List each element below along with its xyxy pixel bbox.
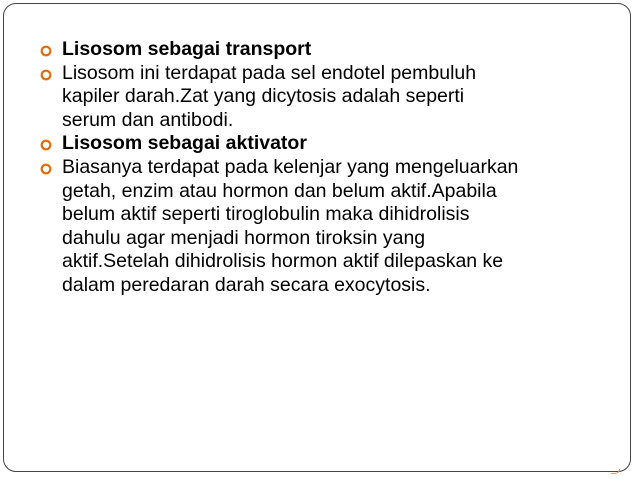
bullet-text-line: belum aktif seperti tiroglobulin maka dihidrolisis bbox=[62, 203, 470, 226]
bullet-text-line: aktif.Setelah dihidrolisis hormon aktif dilepaskan ke bbox=[62, 250, 504, 273]
bullet-text-line: Lisosom sebagai transport bbox=[62, 38, 312, 60]
bullet-item-heading-transport bbox=[38, 38, 618, 62]
hollow-circle-bullet-icon bbox=[38, 134, 57, 153]
hollow-circle-bullet-icon bbox=[38, 64, 57, 83]
bullet-text-line: Lisosom sebagai aktivator bbox=[62, 132, 307, 155]
bullet-item-transport-description bbox=[38, 62, 618, 133]
bullet-text-line: Biasanya terdapat pada kelenjar yang mengeluarkan bbox=[62, 155, 519, 178]
bullet-text-line: dalam peredaran darah secara exocytosis. bbox=[62, 273, 431, 296]
corner-flourish bbox=[611, 469, 620, 474]
bullet-text-line: dahulu agar menjadi hormon tiroksin yang bbox=[62, 226, 426, 249]
hollow-circle-bullet-icon bbox=[38, 40, 57, 59]
bullet-item-heading-activator bbox=[38, 132, 618, 156]
bullet-text-line: getah, enzim atau hormon dan belum aktif.Apabila bbox=[62, 179, 497, 202]
bullet-list bbox=[38, 38, 618, 298]
bullet-text-line: kapiler darah.Zat yang dicytosis adalah seperti bbox=[62, 85, 465, 108]
bullet-text-line: Lisosom ini terdapat pada sel endotel pembuluh bbox=[62, 61, 477, 84]
bullet-item-activator-description bbox=[38, 156, 618, 298]
hollow-circle-bullet-icon bbox=[38, 158, 57, 177]
bullet-text-line: serum dan antibodi. bbox=[62, 108, 234, 131]
